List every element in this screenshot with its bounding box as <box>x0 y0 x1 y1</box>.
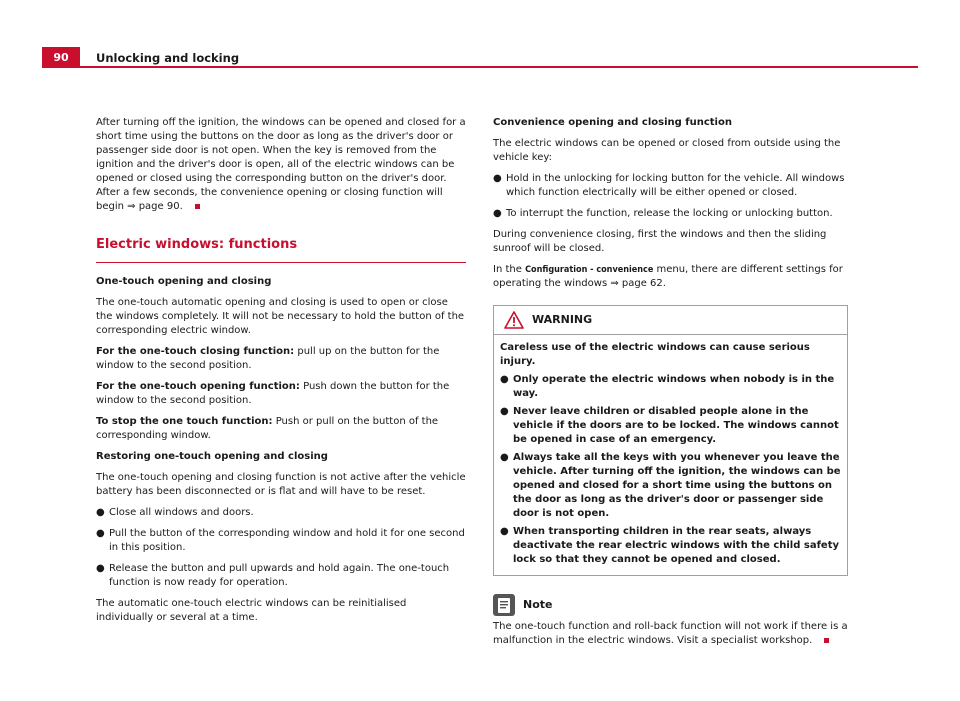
bullet-icon: ● <box>96 528 105 539</box>
one-touch-paragraph: The one-touch automatic opening and closing is used to open or close the windows completely. It will not be necessary to hold the button of the corresponding electric window. <box>96 297 465 336</box>
outro-paragraph: The automatic one-touch electric windows can be reinitialised individually or several at a time. <box>96 598 407 623</box>
header-rule <box>42 66 918 68</box>
one-touch-heading: One-touch opening and closing <box>96 276 272 287</box>
bullet-icon: ● <box>96 507 105 518</box>
stop-paragraph: To stop the one touch function: Push or pull on the button of the corresponding window. <box>96 416 439 441</box>
restore-paragraph: The one-touch opening and closing function is not active after the vehicle battery has been disconnected or is flat and will have to be reset. <box>96 472 466 497</box>
config-paragraph: In the Configuration - convenience menu, there are different settings for operating the windows ⇒ page 62. <box>493 264 843 289</box>
bullet-icon: ● <box>500 526 509 537</box>
closing-paragraph: For the one-touch closing function: pull up on the button for the window to the second position. <box>96 346 440 371</box>
restore-heading: Restoring one-touch opening and closing <box>96 451 328 462</box>
right-column <box>493 116 848 655</box>
warning-label: WARNING <box>532 313 593 326</box>
left-column <box>96 116 466 632</box>
list-item: ● Only operate the electric windows when nobody is in the way. <box>500 374 835 399</box>
convenience-heading: Convenience opening and closing function <box>493 117 732 128</box>
warning-header <box>494 306 847 335</box>
page-number: 90 <box>42 47 80 68</box>
list-item: ● To interrupt the function, release the locking or unlocking button. <box>493 208 833 219</box>
list-item: ● Close all windows and doors. <box>96 507 254 518</box>
opening-paragraph: For the one-touch opening function: Push down the button for the window to the second position. <box>96 381 450 406</box>
bullet-icon: ● <box>500 374 509 385</box>
intro-paragraph: After turning off the ignition, the windows can be opened and closed for a short time using the buttons on the door as long as the driver's door or passenger side door is not open. When the key is removed from the ignition and the driver's door is open, all of the electric windows can be opened or closed using the corresponding button on the driver's door. After a few seconds, the convenience opening or closing function will begin ⇒ page 90. <box>96 117 466 212</box>
warning-triangle-icon <box>504 311 524 329</box>
warning-box <box>493 305 848 576</box>
chapter-title: Unlocking and locking <box>96 51 240 65</box>
list-item: ● Always take all the keys with you whenever you leave the vehicle. After turning off the ignition, the windows can be opened and closed for a short time using the buttons on the door as long as the driver's door or passenger side door is not open. <box>500 452 841 519</box>
warning-intro: Careless use of the electric windows can cause serious injury. <box>500 342 810 367</box>
list-item: ● Release the button and pull upwards and hold again. The one-touch function is now ready for operation. <box>96 563 450 588</box>
bullet-icon: ● <box>500 452 509 463</box>
convenience-paragraph: The electric windows can be opened or closed from outside using the vehicle key: <box>493 138 841 163</box>
bullet-icon: ● <box>500 406 509 417</box>
bullet-icon: ● <box>493 208 502 219</box>
sunroof-paragraph: During convenience closing, first the windows and then the sliding sunroof will be closed. <box>493 229 827 254</box>
bullet-icon: ● <box>493 173 502 184</box>
end-marker-icon <box>824 638 829 643</box>
list-item: ● Hold in the unlocking for locking button for the vehicle. All windows which function electrically will be either opened or closed. <box>493 173 845 198</box>
list-item: ● Never leave children or disabled people alone in the vehicle if the doors are to be locked. The windows cannot be opened in case of an emergency. <box>500 406 839 445</box>
note-header <box>493 594 848 616</box>
note-paragraph: The one-touch function and roll-back function will not work if there is a malfunction in the electric windows. Visit a specialist workshop. <box>493 621 848 646</box>
end-marker-icon <box>195 204 200 209</box>
warning-body <box>494 335 847 575</box>
note-icon <box>493 594 515 616</box>
note-label: Note <box>523 598 553 611</box>
list-item: ● Pull the button of the corresponding window and hold it for one second in this position. <box>96 528 465 553</box>
bullet-icon: ● <box>96 563 105 574</box>
list-item: ● When transporting children in the rear seats, always deactivate the rear electric windows with the child safety lock so that they cannot be opened and closed. <box>500 526 840 565</box>
section-title: Electric windows: functions <box>96 236 466 263</box>
menu-name: Configuration - convenience <box>525 265 654 275</box>
